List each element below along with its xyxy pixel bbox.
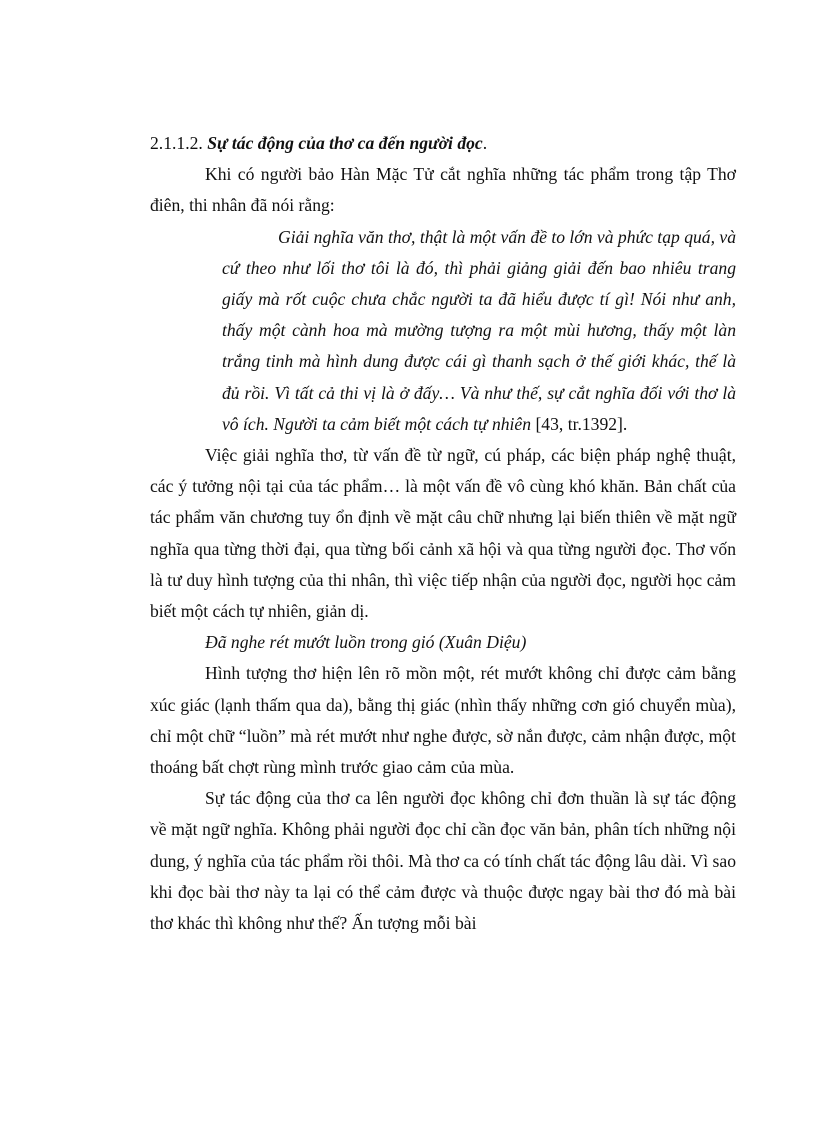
quote-text: Giải nghĩa văn thơ, thật là một vấn đề to lớn và phức tạp quá, và cứ theo như lối thơ tôi là đó, thì phải giảng giải đến bao nhiêu trang giấy mà rốt cuộc chưa chắc người ta đã hiểu được tí gì! Nói như anh, thấy một cành hoa mà mường tượng ra một mùi hương, thấy một làn trắng tinh mà hình dung được cái gì thanh sạch ở thế giới khác, thế là đủ rồi. Vì tất cả thi vị là ở đấy… Và như thế, sự cắt nghĩa đối với thơ là vô ích. Người ta cảm biết một cách tự nhiên xyxy=(222,226,736,434)
section-title: Sự tác động của thơ ca đến người đọc xyxy=(207,133,483,153)
body-paragraph-3: Sự tác động của thơ ca lên người đọc không chỉ đơn thuần là sự tác động về mặt ngữ nghĩa. Không phải người đọc chỉ cần đọc văn bản, phân tích những nội dung, ý nghĩa của tác phẩm rồi thôi. Mà thơ ca có tính chất tác động lâu dài. Vì sao khi đọc bài thơ này ta lại có thể cảm được và thuộc được ngay bài thơ đó mà bài thơ khác thì không như thế? Ấn tượng mỗi bài xyxy=(150,788,736,934)
document-page xyxy=(150,128,736,939)
section-heading xyxy=(150,128,736,159)
body-paragraph-1: Việc giải nghĩa thơ, từ vấn đề từ ngữ, cú pháp, các biện pháp nghệ thuật, các ý tưởng nội tại của tác phẩm… là một vấn đề vô cùng khó khăn. Bản chất của tác phẩm văn chương tuy ổn định về mặt câu chữ nhưng lại biến thiên về mặt ngữ nghĩa qua từng thời đại, qua từng bối cảnh xã hội và qua từng người đọc. Thơ vốn là tư duy hình tượng của thi nhân, thì việc tiếp nhận của người đọc, người học cảm biết một cách tự nhiên, giản dị. xyxy=(150,445,736,622)
block-quote xyxy=(222,222,736,440)
body-paragraph-2: Hình tượng thơ hiện lên rõ mồn một, rét mướt không chỉ được cảm bằng xúc giác (lạnh thấm qua da), bằng thị giác (nhìn thấy những cơn gió chuyển mùa), chỉ một chữ “luồn” mà rét mướt như nghe được, sờ nắn được, cảm nhận được, một thoáng bất chợt rùng mình trước giao cảm của mùa. xyxy=(150,663,736,778)
intro-paragraph: Khi có người bảo Hàn Mặc Tử cắt nghĩa những tác phẩm trong tập Thơ điên, thi nhân đã nói rằng: xyxy=(150,164,736,216)
section-title-end: . xyxy=(482,133,488,153)
section-number: 2.1.1.2. xyxy=(150,133,208,153)
verse-line: Đã nghe rét mướt luồn trong gió (Xuân Diệu) xyxy=(205,632,527,653)
quote-citation: [43, tr.1392]. xyxy=(531,413,628,434)
